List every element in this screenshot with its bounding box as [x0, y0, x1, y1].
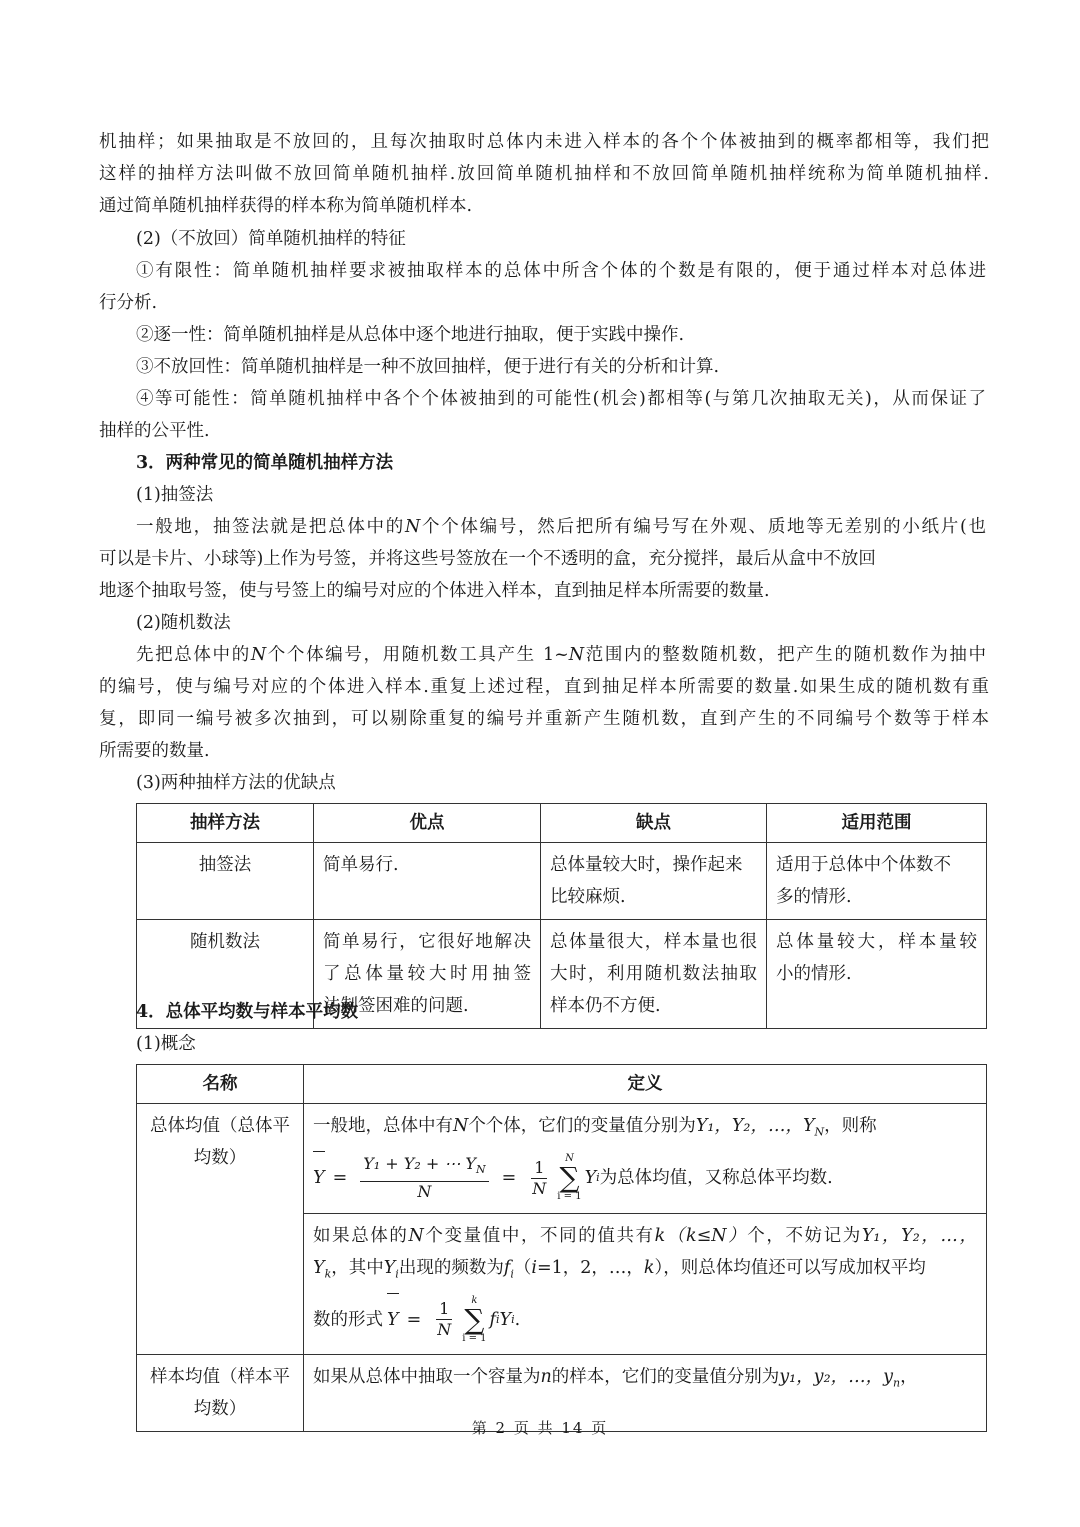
paragraph-line: 可以是卡片、小球等)上作为号签，并将这些号签放在一个不透明的盒，充分搅拌，最后从盒中不放回 — [99, 549, 876, 569]
population-mean-name-cell: 总体均值（总体平 均数） — [137, 1104, 304, 1355]
sample-mean-name-cell: 样本均值（样本平 均数） — [137, 1355, 304, 1432]
subheading: (3)两种抽样方法的优缺点 — [136, 773, 336, 793]
scope-cell: 适用于总体中个体数不 多的情形. — [767, 843, 987, 920]
table-header-row — [137, 1065, 987, 1104]
table-header-cell: 适用范围 — [767, 804, 987, 843]
page-footer: 第 2 页 共 14 页 — [471, 1419, 609, 1437]
definition-line: $Y_k$，其中$Y_i$出现的频数为$f_i(i=1$，2，…，k），则总体均值还可以写成加权平均 — [313, 1257, 926, 1280]
paragraph-line: 地逐个抽取号签，使与号签上的编号对应的个体进入样本，直到抽足样本所需要的数量. — [99, 581, 770, 601]
fraction: $\frac{1}{N}$ — [532, 1157, 547, 1198]
summation-symbol: k ∑ i = 1 — [462, 1294, 487, 1344]
comparison-table — [136, 803, 987, 1029]
pro-cell: 简单易行. — [314, 843, 541, 920]
table-header-cell: 优点 — [314, 804, 541, 843]
subheading: (1)概念 — [136, 1034, 196, 1054]
concept-table — [136, 1064, 987, 1432]
pro-cell: 简单易行，它很好地解决 了总体量较大时用抽签 法制签困难的问题. — [314, 920, 541, 1029]
paragraph-line: 所需要的数量. — [99, 741, 210, 761]
table-header-cell: 名称 — [137, 1065, 304, 1104]
subheading: (1)抽签法 — [136, 485, 214, 505]
section-heading: 3．两种常见的简单随机抽样方法 — [136, 453, 394, 473]
mean-formula: Y = $\frac{Y_1 + Y_2 + \cdots Y_N}{N}$ = $\frac{1}{N}$ N ∑ i = 1 Y i 为总体均值，又称总体平均数. — [313, 1149, 977, 1207]
paragraph-line: ①有限性：简单随机抽样要求被抽取样本的总体中所含个体的个数是有限的，便于通过样本对总体进 — [136, 261, 986, 281]
paragraph-line: 机抽样；如果抽取是不放回的，且每次抽取时总体内未进入样本的各个个体被抽到的概率都相等，我们把 — [99, 132, 989, 152]
paragraph-line: 先把总体中的N个个体编号，用随机数工具产生 1~N范围内的整数随机数，把产生的随机数作为抽中 — [136, 645, 987, 665]
paragraph-line: 复，即同一编号被多次抽到，可以剔除重复的编号并重新产生随机数，直到产生的不同编号个数等于样本 — [99, 709, 989, 729]
population-mean-definition — [304, 1104, 987, 1214]
definition-line: 如果总体的N个变量值中，不同的值共有k（k≤N）个，不妨记为Y₁，Y₂，…， — [313, 1225, 978, 1246]
table-header-cell: 缺点 — [541, 804, 767, 843]
paragraph-line: 的编号，使与编号对应的个体进入样本.重复上述过程，直到抽足样本所需要的数量.如果生成的随机数有重 — [99, 677, 989, 697]
table-header-cell: 抽样方法 — [137, 804, 314, 843]
table-row — [137, 843, 987, 920]
definition-line: 如果从总体中抽取一个容量为n的样本，它们的变量值分别为y₁，y₂，…，$y_n$， — [313, 1367, 918, 1390]
method-cell: 随机数法 — [137, 920, 314, 1029]
definition-line: 一般地，总体中有N个个体，它们的变量值分别为Y₁，Y₂，…，$Y_N$，则称 — [313, 1116, 877, 1139]
paragraph-line: 通过简单随机抽样获得的样本称为简单随机样本. — [99, 196, 473, 216]
paragraph-line: ③不放回性：简单随机抽样是一种不放回抽样，便于进行有关的分析和计算. — [136, 357, 720, 377]
paragraph-line: 行分析. — [99, 293, 158, 313]
weighted-mean-definition — [304, 1213, 987, 1355]
summation-symbol: N ∑ i = 1 — [557, 1153, 582, 1202]
paragraph-line: 一般地，抽签法就是把总体中的N个个体编号，然后把所有编号写在外观、质地等无差别的小纸片(也 — [136, 517, 987, 537]
paragraph-line: ②逐一性：简单随机抽样是从总体中逐个地进行抽取，便于实践中操作. — [136, 325, 685, 345]
paragraph-line: ④等可能性：简单随机抽样中各个个体被抽到的可能性(机会)都相等(与第几次抽取无关)，从而保证了 — [136, 389, 986, 409]
weighted-mean-formula: 数的形式 Y = $\frac{1}{N}$ k ∑ i = 1 f i Y i . — [313, 1290, 977, 1348]
section-heading: 4．总体平均数与样本平均数 — [136, 1002, 359, 1022]
method-cell: 抽签法 — [137, 843, 314, 920]
table-header-row — [137, 804, 987, 843]
fraction: $\frac{1}{N}$ — [437, 1299, 452, 1339]
table-header-cell: 定义 — [304, 1065, 987, 1104]
subheading: (2)随机数法 — [136, 613, 231, 633]
scope-cell: 总体量较大，样本量较 小的情形. — [767, 920, 987, 1029]
paragraph-line: 抽样的公平性. — [99, 421, 210, 441]
paragraph-line: 这样的抽样方法叫做不放回简单随机抽样.放回简单随机抽样和不放回简单随机抽样统称为简单随机抽样. — [99, 164, 989, 184]
table-row — [137, 1104, 987, 1214]
fraction: $\frac{Y_1 + Y_2 + \cdots Y_N}{N}$ — [360, 1154, 488, 1201]
con-cell: 总体量较大时，操作起来 比较麻烦. — [541, 843, 767, 920]
con-cell: 总体量很大，样本量也很 大时，利用随机数法抽取 样本仍不方便. — [541, 920, 767, 1029]
subheading: (2)（不放回）简单随机抽样的特征 — [136, 229, 406, 249]
